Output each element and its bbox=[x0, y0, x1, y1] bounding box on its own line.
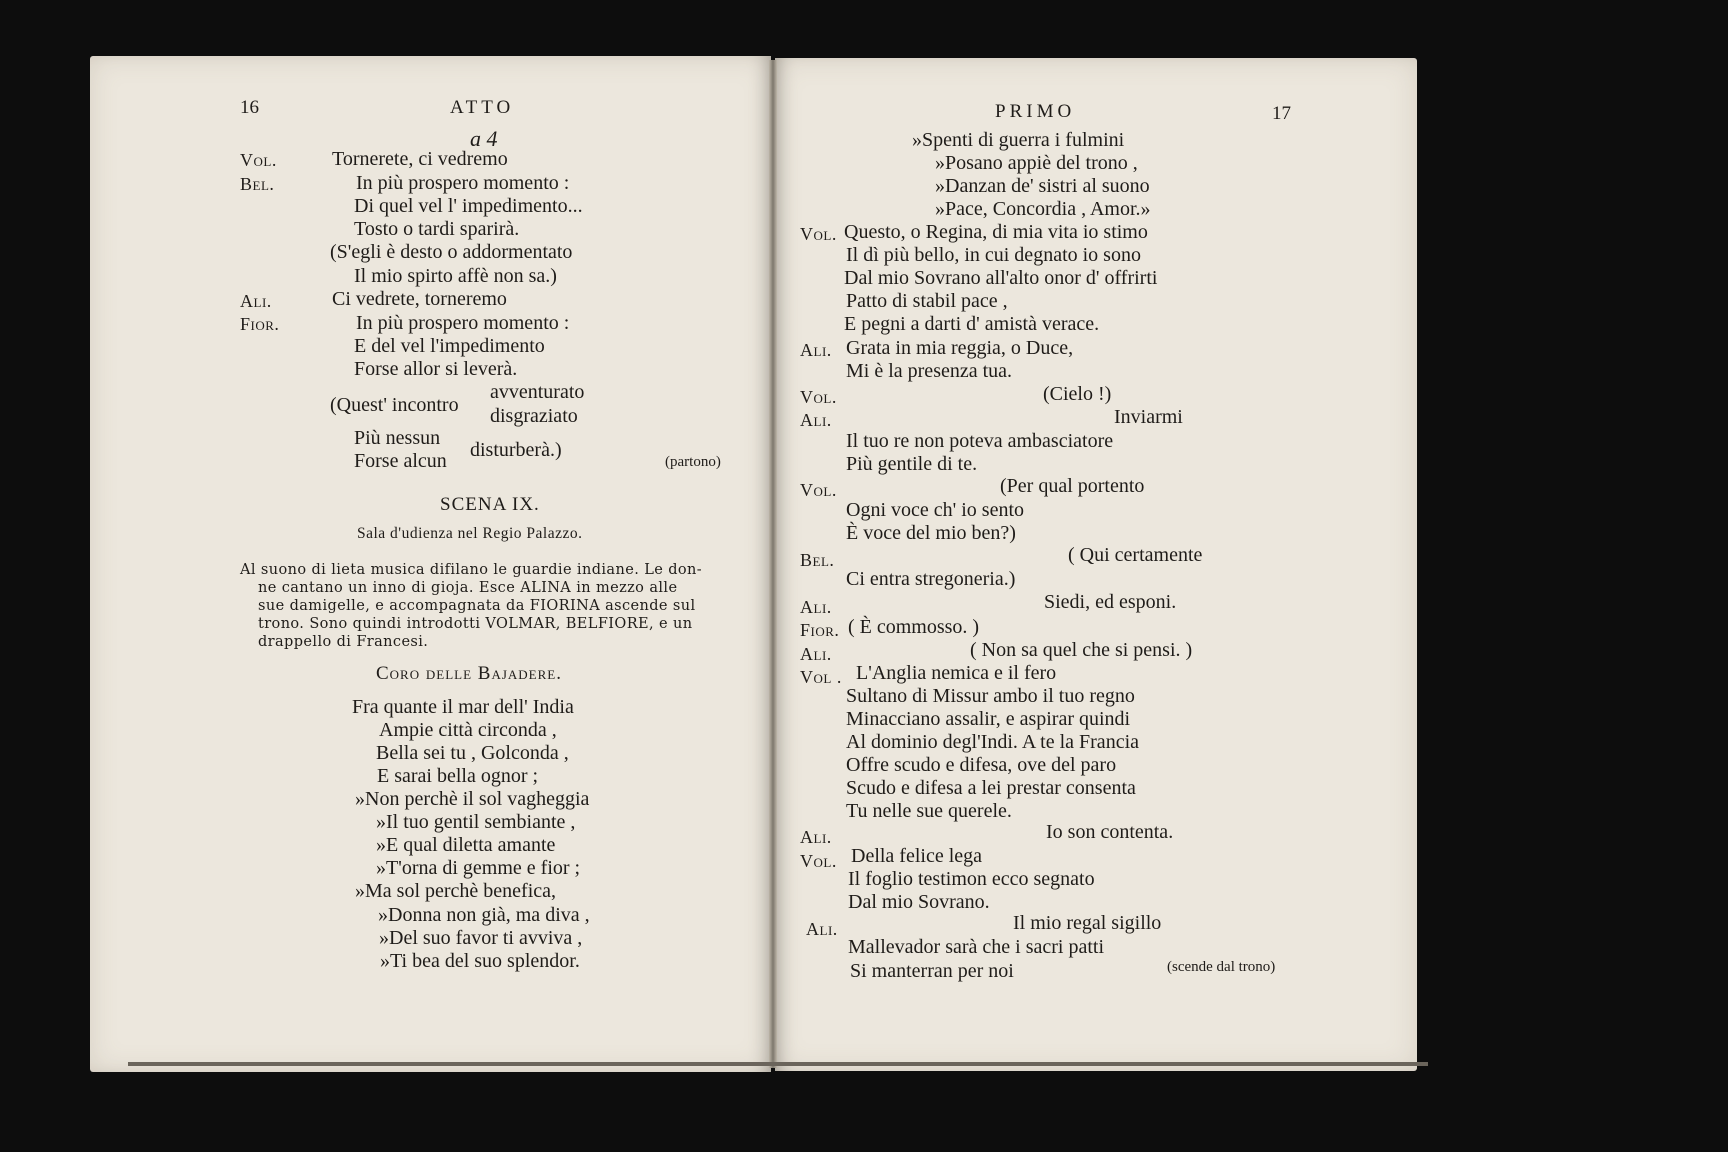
verse-line: Minacciano assalir, e aspirar quindi bbox=[846, 708, 1131, 730]
verse-line: Il mio spirto affè non sa.) bbox=[354, 265, 557, 287]
verse-line: Dal mio Sovrano all'alto onor d' offrirti bbox=[844, 267, 1158, 289]
verse-line: Il foglio testimon ecco segnato bbox=[848, 868, 1095, 890]
verse-line: Al dominio degl'Indi. A te la Francia bbox=[846, 731, 1139, 753]
chorus-line: »Ma sol perchè benefica, bbox=[355, 880, 557, 902]
scene-title: SCENA IX. bbox=[440, 494, 540, 515]
speaker-label: Vol. bbox=[800, 480, 837, 500]
speaker-label: Ali. bbox=[806, 919, 838, 939]
verse-line: (Per qual portento bbox=[1000, 475, 1145, 497]
book-gutter bbox=[769, 60, 777, 1068]
verse-line: E del vel l'impedimento bbox=[354, 335, 545, 357]
verse-variant: disgraziato bbox=[490, 405, 578, 427]
verse-line: Di quel vel l' impedimento... bbox=[354, 195, 583, 217]
verse-line: Scudo e difesa a lei prestar consenta bbox=[846, 777, 1136, 799]
verse-line: Più gentile di te. bbox=[846, 453, 978, 475]
verse-line: (Cielo !) bbox=[1043, 383, 1112, 405]
verse-line: Mi è la presenza tua. bbox=[846, 360, 1013, 382]
chorus-line: »Non perchè il sol vagheggia bbox=[355, 788, 590, 810]
verse-line: Mallevador sarà che i sacri patti bbox=[848, 936, 1104, 958]
verse-line: Tu nelle sue querele. bbox=[846, 800, 1012, 822]
verse-line: (S'egli è desto o addormentato bbox=[330, 241, 573, 263]
verse-line: Inviarmi bbox=[1114, 406, 1183, 428]
verse-line: »Spenti di guerra i fulmini bbox=[912, 129, 1125, 151]
chorus-line: Bella sei tu , Golconda , bbox=[376, 742, 569, 764]
chorus-line: »Il tuo gentil sembiante , bbox=[376, 811, 576, 833]
verse-line: Ci vedrete, torneremo bbox=[332, 288, 507, 310]
chorus-line: E sarai bella ognor ; bbox=[377, 765, 539, 787]
speaker-label: Ali. bbox=[800, 410, 832, 430]
verse-line: È voce del mio ben?) bbox=[846, 522, 1016, 544]
stage-direction-line: Al suono di lieta musica difilano le guardie indiane. Le don- bbox=[240, 562, 703, 578]
stage-direction-line: ne cantano un inno di gioja. Esce ALINA in mezzo alle bbox=[258, 580, 678, 596]
speaker-label: Fior. bbox=[800, 620, 840, 640]
speaker-label: Vol. bbox=[800, 851, 837, 871]
verse-line: E pegni a darti d' amistà verace. bbox=[844, 313, 1100, 335]
running-header: ATTO bbox=[450, 97, 515, 118]
chorus-line: »Del suo favor ti avviva , bbox=[379, 927, 583, 949]
verse-line: Siedi, ed esponi. bbox=[1044, 591, 1177, 613]
stage-direction-line: trono. Sono quindi introdotti VOLMAR, BELFIORE, e un bbox=[258, 616, 693, 632]
stage-note: (scende dal trono) bbox=[1167, 959, 1276, 975]
stage-direction-line: drappello di Francesi. bbox=[258, 634, 429, 650]
scene-subtitle: Sala d'udienza nel Regio Palazzo. bbox=[357, 525, 583, 542]
verse-line: ( È commosso. ) bbox=[848, 616, 980, 638]
verse-line: Della felice lega bbox=[851, 845, 983, 867]
verse-line: Ci entra stregoneria.) bbox=[846, 568, 1016, 590]
chorus-line: »Donna non già, ma diva , bbox=[378, 904, 590, 926]
verse-line: L'Anglia nemica e il fero bbox=[856, 662, 1057, 684]
verse-line: Io son contenta. bbox=[1046, 821, 1174, 843]
speaker-label: Ali. bbox=[240, 291, 272, 311]
verse-line: Il dì più bello, in cui degnato io sono bbox=[846, 244, 1141, 266]
page-number: 16 bbox=[240, 97, 259, 118]
speaker-label: Vol. bbox=[800, 224, 837, 244]
chorus-line: »T'orna di gemme e fior ; bbox=[376, 857, 581, 879]
verse-line: »Pace, Concordia , Amor.» bbox=[935, 198, 1151, 220]
verse-line: Si manterran per noi bbox=[850, 960, 1014, 982]
verse-line: Forse allor si leverà. bbox=[354, 358, 518, 380]
verse-line: Il tuo re non poteva ambasciatore bbox=[846, 430, 1114, 452]
speaker-label: Bel. bbox=[800, 550, 835, 570]
verse-line: Più nessun bbox=[354, 427, 441, 449]
ensemble-marker: a 4 bbox=[470, 126, 498, 151]
verse-line: Tosto o tardi sparirà. bbox=[354, 218, 520, 240]
chorus-line: »Ti bea del suo splendor. bbox=[380, 950, 580, 972]
verse-line: Forse alcun bbox=[354, 450, 447, 472]
verse-line: »Posano appiè del trono , bbox=[935, 152, 1138, 174]
verse-line: Tornerete, ci vedremo bbox=[332, 148, 508, 170]
verse-line: Dal mio Sovrano. bbox=[848, 891, 990, 913]
verse-line: Patto di stabil pace , bbox=[846, 290, 1008, 312]
speaker-label: Ali. bbox=[800, 597, 832, 617]
chorus-line: »E qual diletta amante bbox=[376, 834, 556, 856]
speaker-label: Vol. bbox=[240, 150, 277, 170]
verse-line: Il mio regal sigillo bbox=[1013, 912, 1162, 934]
verse-line: Offre scudo e difesa, ove del paro bbox=[846, 754, 1117, 776]
verse-line: Grata in mia reggia, o Duce, bbox=[846, 337, 1074, 359]
speaker-label: Vol . bbox=[800, 667, 842, 687]
verse-variant: avventurato bbox=[490, 381, 585, 403]
verse-line: ( Qui certamente bbox=[1068, 544, 1203, 566]
speaker-label: Vol. bbox=[800, 387, 837, 407]
speaker-label: Bel. bbox=[240, 174, 275, 194]
verse-line: In più prospero momento : bbox=[356, 312, 570, 334]
stage-note: (partono) bbox=[665, 454, 721, 470]
page-edge bbox=[128, 1062, 1428, 1066]
verse-line: »Danzan de' sistri al suono bbox=[935, 175, 1150, 197]
verse-line: Ogni voce ch' io sento bbox=[846, 499, 1025, 521]
verse-line: Sultano di Missur ambo il tuo regno bbox=[846, 685, 1135, 707]
speaker-label: Fior. bbox=[240, 314, 280, 334]
speaker-label: Ali. bbox=[800, 644, 832, 664]
verse-line: (Quest' incontro bbox=[330, 394, 459, 416]
verse-line: Questo, o Regina, di mia vita io stimo bbox=[844, 221, 1148, 243]
verse-line: In più prospero momento : bbox=[356, 172, 570, 194]
speaker-label: Ali. bbox=[800, 827, 832, 847]
speaker-label: Ali. bbox=[800, 340, 832, 360]
stage-direction-line: sue damigelle, e accompagnata da FIORINA ascende sul bbox=[258, 598, 696, 614]
chorus-heading: Coro delle Bajadere. bbox=[376, 663, 562, 684]
verse-line: ( Non sa quel che si pensi. ) bbox=[970, 639, 1193, 661]
chorus-line: Ampie città circonda , bbox=[379, 719, 557, 741]
chorus-line: Fra quante il mar dell' India bbox=[352, 696, 574, 718]
verse-line: disturberà.) bbox=[470, 439, 562, 461]
page-number: 17 bbox=[1272, 103, 1291, 124]
running-header: PRIMO bbox=[995, 101, 1076, 122]
